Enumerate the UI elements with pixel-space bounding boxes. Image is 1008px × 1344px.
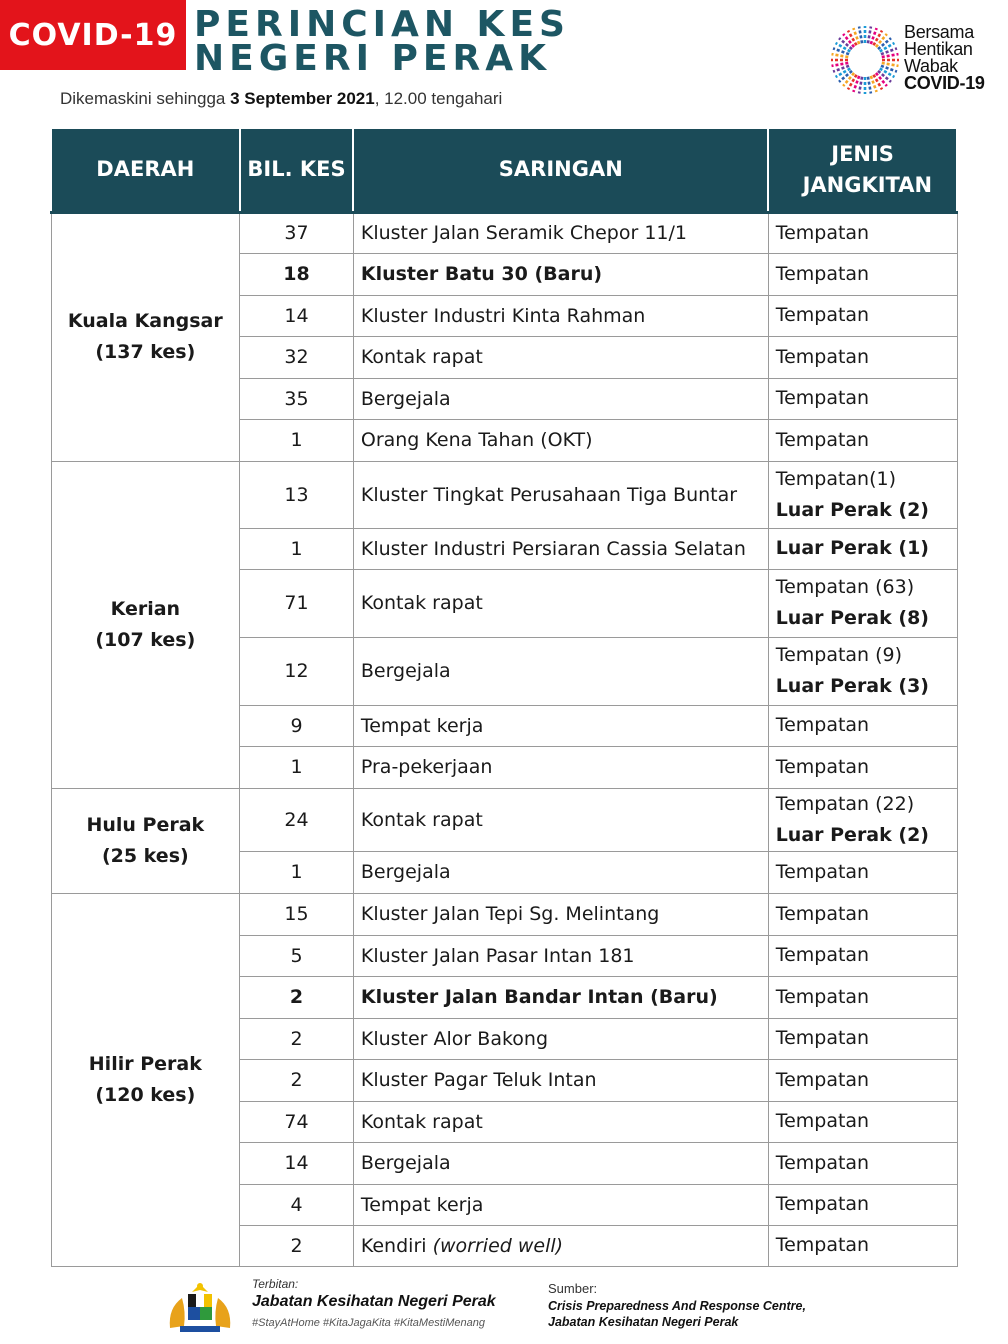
hashtags: #StayAtHome #KitaJagaKita #KitaMestiMenang — [252, 1317, 485, 1329]
infection-outside-perak: Luar Perak (2) — [775, 498, 929, 521]
screening-text: Kluster Jalan Seramik Chepor 11/1 — [360, 222, 688, 244]
district-total: (107 kes) — [95, 628, 196, 651]
case-count-cell: 32 — [240, 336, 354, 378]
infection-type-cell — [768, 1225, 957, 1266]
infection-type-cell — [768, 746, 957, 788]
publisher-name: Jabatan Kesihatan Negeri Perak — [252, 1293, 496, 1310]
infection-outside-perak: Luar Perak (1) — [775, 537, 929, 559]
infection-local: Tempatan (9) — [775, 644, 903, 666]
covid19-badge: COVID-19 — [0, 0, 186, 70]
jata-crest-icon — [160, 1278, 240, 1338]
infection-local: Tempatan — [775, 262, 870, 285]
district-name: Kuala Kangsar — [67, 310, 223, 332]
infection-type-cell — [768, 851, 957, 893]
screening-text: Kendiri — [360, 1234, 427, 1257]
screening-text: Kluster Jalan Tepi Sg. Melintang — [360, 903, 660, 925]
sunburst-ray — [882, 63, 899, 66]
infection-type-cell — [768, 295, 957, 336]
case-count-cell: 14 — [240, 1142, 354, 1184]
infection-local: Tempatan(1) — [775, 467, 897, 490]
case-count-cell: 15 — [240, 893, 354, 935]
sunburst-ray — [833, 66, 849, 72]
infection-type-cell — [768, 893, 957, 935]
case-count-cell: 5 — [240, 935, 354, 976]
screening-cell — [353, 1184, 768, 1225]
infection-outside-perak: Luar Perak (3) — [775, 675, 929, 697]
case-count-cell: 37 — [240, 212, 354, 253]
infection-type-cell — [768, 378, 957, 419]
sunburst-ray — [853, 76, 859, 92]
case-count-cell: 1 — [240, 746, 354, 788]
infection-type-cell — [768, 1101, 957, 1142]
infection-outside-perak: Luar Perak (8) — [775, 607, 929, 629]
logo-line-3: Wabak — [904, 56, 958, 76]
district-name: Kerian — [110, 597, 181, 620]
source-line-1: Crisis Preparedness And Response Centre, — [548, 1299, 806, 1313]
case-count-cell: 4 — [240, 1184, 354, 1225]
updated-date: 3 September 2021 — [230, 89, 375, 108]
sunburst-ray — [859, 77, 862, 94]
screening-text: Bergejala — [360, 660, 451, 682]
infection-type-cell — [768, 419, 957, 461]
sunburst-ray — [868, 77, 871, 94]
publisher-label: Terbitan: — [252, 1277, 299, 1291]
infection-local: Tempatan — [775, 221, 870, 244]
infection-local: Tempatan — [775, 944, 870, 966]
sunburst-ray — [832, 54, 849, 57]
screening-cell — [353, 705, 768, 746]
sunburst-ray — [871, 28, 877, 44]
screening-cell — [353, 461, 768, 528]
sunburst-ray — [881, 66, 897, 72]
screening-cell — [353, 788, 768, 851]
screening-text: Kluster Pagar Teluk Intan — [360, 1069, 597, 1091]
infection-local: Tempatan — [775, 1068, 870, 1091]
infection-type-cell — [768, 461, 957, 528]
screening-cell — [353, 935, 768, 976]
case-table — [50, 127, 958, 1267]
screening-text: Kluster Batu 30 (Baru) — [360, 263, 603, 285]
case-count-cell: 2 — [240, 1225, 354, 1266]
case-count-cell: 14 — [240, 295, 354, 336]
screening-note: (worried well) — [432, 1234, 564, 1257]
infection-local: Tempatan (63) — [775, 576, 915, 598]
title-line-1: PERINCIAN KES — [194, 4, 570, 45]
infection-local: Tempatan — [775, 1234, 870, 1256]
screening-text: Bergejala — [360, 861, 451, 883]
district-cell — [51, 461, 240, 788]
infection-type-cell — [768, 1184, 957, 1225]
infection-type-cell — [768, 976, 957, 1018]
screening-cell — [353, 746, 768, 788]
logo-line-4: COVID-19 — [904, 73, 985, 93]
updated-time: , 12.00 tengahari — [374, 89, 503, 108]
case-count-cell: 35 — [240, 378, 354, 419]
infection-type-cell — [768, 788, 957, 851]
screening-text: Orang Kena Tahan (OKT) — [360, 429, 593, 451]
updated-prefix: Dikemaskini sehingga — [60, 89, 226, 108]
screening-cell — [353, 851, 768, 893]
infection-local: Tempatan — [775, 387, 870, 409]
infection-type-cell — [768, 528, 957, 569]
case-count-cell: 74 — [240, 1101, 354, 1142]
district-cell — [51, 893, 240, 1266]
infection-local: Tempatan — [775, 1027, 870, 1049]
updated-note — [60, 89, 502, 109]
screening-text: Bergejala — [360, 387, 451, 410]
case-count-cell: 24 — [240, 788, 354, 851]
infection-local: Tempatan — [775, 1151, 870, 1174]
screening-text: Kluster Industri Kinta Rahman — [360, 304, 646, 327]
screening-cell — [353, 1225, 768, 1266]
infection-type-cell — [768, 336, 957, 378]
screening-cell — [353, 378, 768, 419]
screening-text: Kontak rapat — [360, 346, 483, 368]
source-text — [548, 1298, 806, 1330]
screening-text: Kluster Alor Bakong — [360, 1027, 549, 1050]
case-count-cell: 1 — [240, 419, 354, 461]
screening-text: Tempat kerja — [360, 1193, 484, 1216]
case-count-cell: 12 — [240, 637, 354, 705]
campaign-logo — [828, 18, 998, 102]
case-count-cell: 13 — [240, 461, 354, 528]
infection-local: Tempatan — [775, 1110, 870, 1132]
district-name: Hilir Perak — [88, 1052, 202, 1075]
screening-text: Kluster Tingkat Perusahaan Tiga Buntar — [360, 483, 738, 506]
infection-local: Tempatan — [775, 902, 870, 925]
screening-cell — [353, 1101, 768, 1142]
screening-cell — [353, 893, 768, 935]
source-label: Sumber: — [548, 1281, 598, 1296]
table-row — [51, 461, 957, 528]
screening-text: Bergejala — [360, 1152, 451, 1174]
sunburst-ray — [881, 48, 897, 54]
screening-cell — [353, 295, 768, 336]
infection-type-cell — [768, 212, 957, 253]
screening-text: Pra-pekerjaan — [360, 756, 493, 778]
screening-cell — [353, 569, 768, 637]
infection-type-cell — [768, 1142, 957, 1184]
infection-type-cell — [768, 569, 957, 637]
sunburst-icon — [828, 18, 902, 102]
logo-line-2: Hentikan — [904, 39, 973, 59]
table-row — [51, 893, 957, 935]
district-cell — [51, 212, 240, 461]
sunburst-ray — [833, 48, 849, 54]
logo-text — [904, 24, 985, 92]
screening-text: Kluster Industri Persiaran Cassia Selatan — [360, 537, 746, 560]
infection-local: Tempatan — [775, 714, 870, 736]
screening-cell — [353, 1018, 768, 1059]
infection-outside-perak: Luar Perak (2) — [775, 823, 929, 846]
case-count-cell: 2 — [240, 976, 354, 1018]
screening-cell — [353, 419, 768, 461]
screening-cell — [353, 528, 768, 569]
district-cell — [51, 788, 240, 893]
infection-local: Tempatan — [775, 860, 870, 883]
screening-text: Kontak rapat — [360, 592, 483, 614]
screening-cell — [353, 637, 768, 705]
screening-cell — [353, 336, 768, 378]
screening-text: Kluster Jalan Bandar Intan (Baru) — [360, 986, 718, 1008]
header-jenis-jangkitan: JENIS JANGKITAN — [768, 128, 957, 212]
infection-local: Tempatan — [775, 1193, 870, 1215]
sunburst-ray — [859, 27, 862, 44]
screening-text: Kontak rapat — [360, 808, 483, 831]
infection-type-cell — [768, 1059, 957, 1101]
screening-text: Kontak rapat — [360, 1110, 483, 1133]
title-line-2: NEGERI PERAK — [194, 38, 551, 79]
sunburst-ray — [871, 76, 877, 92]
header-saringan: SARINGAN — [353, 128, 768, 212]
infection-type-cell — [768, 705, 957, 746]
table-row — [51, 788, 957, 851]
screening-text: Tempat kerja — [360, 714, 484, 737]
case-count-cell: 2 — [240, 1059, 354, 1101]
sunburst-ray — [882, 54, 899, 57]
infection-local: Tempatan — [775, 755, 870, 778]
infection-type-cell — [768, 253, 957, 295]
infection-type-cell — [768, 935, 957, 976]
infection-type-cell — [768, 637, 957, 705]
sunburst-ray — [853, 28, 859, 44]
district-total: (120 kes) — [95, 1083, 196, 1106]
infection-local: Tempatan — [775, 304, 870, 326]
infection-local: Tempatan (22) — [775, 792, 915, 815]
case-count-cell: 9 — [240, 705, 354, 746]
screening-cell — [353, 1142, 768, 1184]
header-bil-kes: BIL. KES — [240, 128, 354, 212]
header-daerah: DAERAH — [51, 128, 240, 212]
screening-text: Kluster Jalan Pasar Intan 181 — [360, 944, 635, 967]
screening-cell — [353, 1059, 768, 1101]
case-count-cell: 71 — [240, 569, 354, 637]
district-total: (137 kes) — [95, 341, 196, 363]
district-name: Hulu Perak — [86, 813, 205, 836]
sunburst-ray — [868, 27, 871, 44]
infection-local: Tempatan — [775, 985, 870, 1008]
district-total: (25 kes) — [101, 844, 189, 867]
table-body — [51, 212, 957, 1266]
page-title — [194, 4, 570, 79]
table-row — [51, 212, 957, 253]
infection-local: Tempatan — [775, 345, 870, 368]
case-count-cell: 1 — [240, 851, 354, 893]
screening-cell — [353, 253, 768, 295]
sunburst-ray — [832, 63, 849, 66]
source-line-2: Jabatan Kesihatan Negeri Perak — [548, 1315, 739, 1329]
infection-type-cell — [768, 1018, 957, 1059]
case-count-cell: 18 — [240, 253, 354, 295]
case-count-cell: 1 — [240, 528, 354, 569]
logo-line-1: Bersama — [904, 22, 974, 42]
screening-cell — [353, 976, 768, 1018]
infection-local: Tempatan — [775, 428, 870, 451]
screening-cell — [353, 212, 768, 253]
table-header-row — [51, 128, 957, 212]
case-count-cell: 2 — [240, 1018, 354, 1059]
